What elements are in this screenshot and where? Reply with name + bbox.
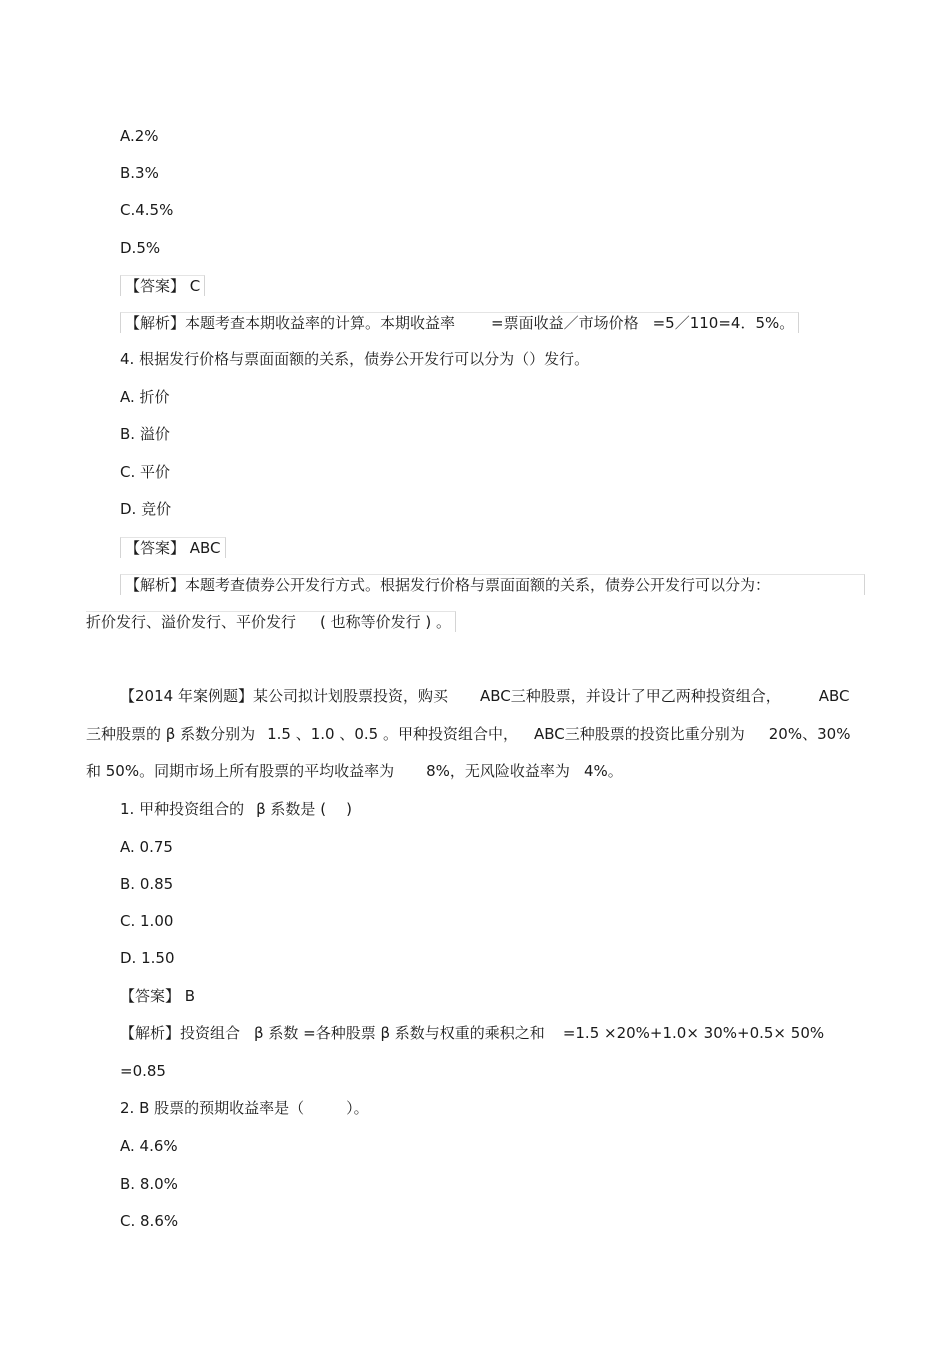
case-part: 4%。 [583,762,623,780]
explanation-part: 【解析】本题考查本期收益率的计算。本期收益率 [125,314,456,332]
option-b: B. 溢价 [120,425,170,443]
option-a: A. 4.6% [120,1137,178,1155]
question-text [120,1098,369,1118]
option-b: B. 0.85 [120,875,174,893]
explanation-continued: =0.85 [120,1062,166,1080]
case-part: ABC三种股票，并设计了甲乙两种投资组合， [479,687,781,705]
option-a: A. 折价 [120,388,170,406]
case-part: 三种股票的 β 系数分别为 [86,725,256,743]
explanation-part: β 系数 =各种股票 β 系数与权重的乘积之和 [254,1024,545,1042]
question-part: β 系数是 ( [256,800,327,818]
explanation [120,1023,824,1043]
explanation-part: =1.5 ×20%+1.0× 30%+0.5× 50% [562,1024,825,1042]
explanation-continued [86,611,456,632]
explanation-part: =5／110=4．5%。 [652,314,795,332]
explanation: 【解析】本题考查债券公开发行方式。根据发行价格与票面面额的关系，债券公开发行可以分为： [120,574,865,595]
answer-label: 【答案】 B [120,987,196,1005]
option-d: D. 竞价 [120,500,172,518]
question-text [120,799,352,819]
option-c: C. 1.00 [120,912,174,930]
case-line [86,761,623,781]
option-a: A.2% [120,127,159,145]
explanation [120,312,799,333]
question-text: 4. 根据发行价格与票面面额的关系，债券公开发行可以分为（）发行。 [120,350,590,368]
case-part: 20%、30% [768,725,851,743]
answer-label: 【答案】 C [120,275,205,296]
case-part: 和 50%。同期市场上所有股票的平均收益率为 [86,762,395,780]
explanation-part: =票面收益／市场价格 [491,314,639,332]
question-part: 2. B 股票的预期收益率是（ [120,1099,305,1117]
answer-label: 【答案】 ABC [120,537,226,558]
case-part: ABC [818,687,850,705]
option-b: B. 8.0% [120,1175,178,1193]
explanation-part: ( 也称等价发行 ) 。 [320,613,452,631]
explanation-part: 【解析】投资组合 [120,1024,241,1042]
option-a: A. 0.75 [120,838,173,856]
option-d: D.5% [120,239,161,257]
case-part: 【2014 年案例题】某公司拟计划股票投资，购买 [120,687,448,705]
option-d: D. 1.50 [120,949,175,967]
case-line [86,724,850,744]
explanation-part: 折价发行、溢价发行、平价发行 [86,613,297,631]
option-c: C.4.5% [120,201,174,219]
case-part: 1.5 、1.0 、0.5 。甲种投资组合中， [267,725,518,743]
option-c: C. 8.6% [120,1212,179,1230]
case-line [120,686,849,706]
option-c: C. 平价 [120,463,171,481]
question-part: ) [346,800,352,818]
option-b: B.3% [120,164,159,182]
case-part: 8%，无风险收益率为 [426,762,570,780]
question-part: ）。 [346,1099,369,1117]
case-part: ABC三种股票的投资比重分别为 [534,725,745,743]
question-part: 1. 甲种投资组合的 [120,800,245,818]
